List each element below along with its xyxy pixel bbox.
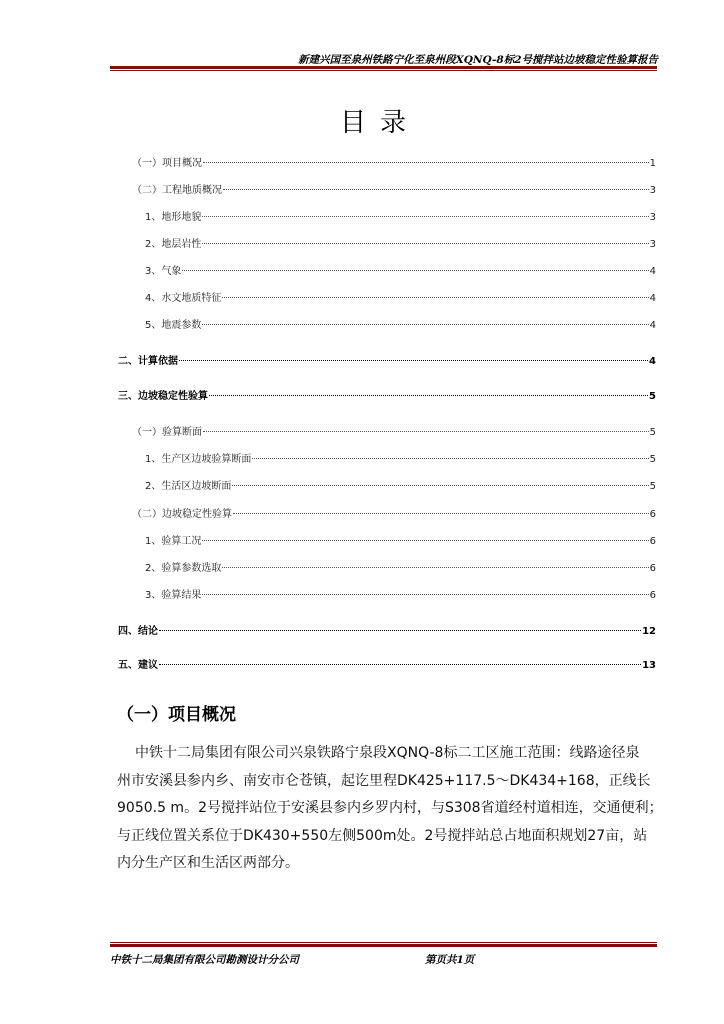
toc-entry[interactable]: [145, 292, 656, 306]
toc-leader-dots: [203, 431, 649, 432]
toc-entry-page: 5: [649, 391, 656, 402]
toc-entry-page: 5: [649, 427, 656, 438]
toc-leader-dots: [202, 540, 648, 541]
toc-leader-dots: [223, 189, 649, 190]
page-header-title: 新建兴国至泉州铁路宁化至泉州段XQNQ-8标2号搅拌站边坡稳定性验算报告: [298, 54, 658, 66]
toc-entry-page: 5: [649, 454, 656, 465]
toc-entry-page: 12: [642, 626, 656, 637]
toc-entry[interactable]: [118, 659, 656, 673]
toc-entry-text: （一）项目概况: [132, 158, 202, 169]
toc-leader-dots: [182, 270, 648, 271]
toc-entry[interactable]: [145, 211, 656, 225]
toc-entry-text: （二）工程地质概况: [132, 185, 222, 196]
toc-entry[interactable]: [145, 453, 656, 467]
toc-entry[interactable]: [145, 238, 656, 252]
toc-entry-page: 6: [649, 563, 656, 574]
toc-leader-dots: [202, 324, 648, 325]
paragraph-line: 9050.5 m。2号搅拌站位于安溪县参内乡罗内村，与S308省道经村道相连，交通便利；: [117, 800, 663, 816]
section-paragraph: [117, 740, 663, 878]
toc-entry[interactable]: [145, 535, 656, 549]
toc-entry-text: 2、生活区边坡断面: [145, 481, 232, 492]
toc-entry[interactable]: [132, 508, 656, 522]
toc-entry-page: 4: [649, 266, 656, 277]
toc-entry-text: 4、水文地质特征: [145, 293, 222, 304]
toc-entry-page: 4: [649, 320, 656, 331]
footer-rule-thick: [110, 944, 657, 947]
toc-entry-page: 13: [642, 660, 656, 671]
toc-entry-text: 五、建议: [118, 660, 158, 671]
toc-leader-dots: [159, 664, 641, 665]
toc-entry[interactable]: [145, 265, 656, 279]
toc-entry[interactable]: [118, 625, 656, 639]
paragraph-line: 内分生产区和生活区两部分。: [117, 855, 299, 871]
footer-page-number: 第页共1页: [425, 954, 475, 966]
toc-leader-dots: [202, 243, 648, 244]
toc-entry[interactable]: [145, 319, 656, 333]
toc-entry-text: （一）验算断面: [132, 427, 202, 438]
toc-entry[interactable]: [132, 426, 656, 440]
toc-entry-text: 三、边坡稳定性验算: [118, 391, 208, 402]
paragraph-line: 中铁十二局集团有限公司兴泉铁路宁泉段XQNQ-8标二工区施工范围：线路途径泉: [135, 745, 640, 761]
toc-entry-text: 1、地形地貌: [145, 212, 202, 223]
toc-leader-dots: [222, 297, 648, 298]
toc-entry-text: 1、生产区边坡验算断面: [145, 454, 252, 465]
toc-entry-text: 5、地震参数: [145, 320, 202, 331]
toc-leader-dots: [222, 567, 648, 568]
toc-leader-dots: [159, 630, 641, 631]
toc-entry-text: （二）边坡稳定性验算: [132, 509, 232, 520]
footer-rule-thin: [110, 942, 657, 943]
toc-leader-dots: [179, 360, 648, 361]
paragraph-line: 与正线位置关系位于DK430+550左侧500m处。2号搅拌站总占地面积规划27亩，站: [117, 827, 648, 844]
toc-entry[interactable]: [145, 562, 656, 576]
toc-entry-page: 3: [649, 212, 656, 223]
toc-entry-page: 6: [649, 509, 656, 520]
toc-entry[interactable]: [132, 157, 656, 171]
toc-leader-dots: [233, 513, 649, 514]
toc-entry[interactable]: [132, 184, 656, 198]
toc-leader-dots: [203, 162, 649, 163]
toc-entry-page: 6: [649, 536, 656, 547]
toc-entry-page: 4: [649, 293, 656, 304]
toc-entry[interactable]: [145, 480, 656, 494]
toc-entry-text: 3、气象: [145, 266, 182, 277]
paragraph-line: 州市安溪县参内乡、南安市仑苍镇，起讫里程DK425+117.5～DK434+168，正线长: [117, 772, 651, 789]
toc-leader-dots: [202, 216, 648, 217]
toc-entry-text: 3、验算结果: [145, 590, 202, 601]
toc-entry-page: 4: [649, 356, 656, 367]
toc-leader-dots: [252, 458, 648, 459]
toc-entry-text: 2、地层岩性: [145, 239, 202, 250]
toc-entry-page: 3: [649, 185, 656, 196]
toc-leader-dots: [202, 594, 648, 595]
toc-entry[interactable]: [118, 355, 656, 369]
toc-entry-text: 四、结论: [118, 626, 158, 637]
toc-title: 目录: [339, 108, 420, 138]
toc-leader-dots: [209, 395, 648, 396]
toc-entry-text: 1、验算工况: [145, 536, 202, 547]
toc-entry-text: 2、验算参数选取: [145, 563, 222, 574]
toc-leader-dots: [232, 485, 648, 486]
footer-company: 中铁十二局集团有限公司勘测设计分公司: [110, 954, 299, 966]
section-heading: （一）项目概况: [117, 705, 236, 725]
toc-entry-page: 1: [649, 158, 656, 169]
toc-entry-page: 3: [649, 239, 656, 250]
toc-entry[interactable]: [118, 390, 656, 404]
toc-entry-text: 二、计算依据: [118, 356, 178, 367]
toc-entry[interactable]: [145, 589, 656, 603]
toc-entry-page: 5: [649, 481, 656, 492]
toc-entry-page: 6: [649, 590, 656, 601]
